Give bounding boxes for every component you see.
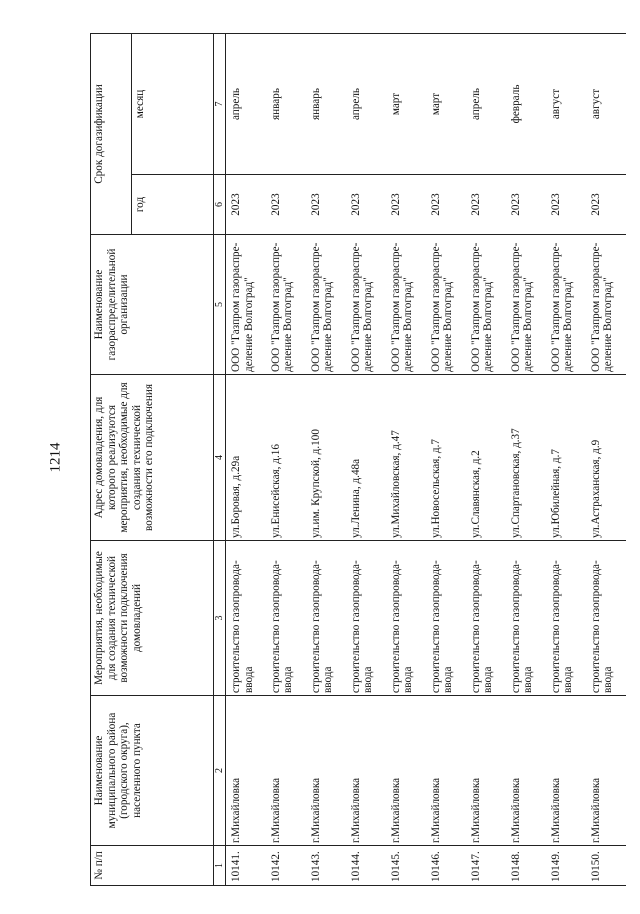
row-address: ул.Астраханская, д.9: [586, 375, 626, 541]
row-org: ООО "Газпром газораспре-деление Волгоград": [226, 235, 266, 375]
row-locality: г.Михайловка: [226, 696, 266, 846]
row-measure: строительство газопровода-ввода: [426, 541, 466, 696]
row-measure: строительство газопровода-ввода: [386, 541, 426, 696]
row-measure: строительство газопровода-ввода: [266, 541, 306, 696]
row-year: 2023: [226, 175, 266, 235]
row-address: ул.им. Крупской, д.100: [306, 375, 346, 541]
column-number: 1: [214, 846, 226, 886]
table-row: [306, 34, 346, 886]
row-measure: строительство газопровода-ввода: [306, 541, 346, 696]
row-month: август: [586, 34, 626, 175]
row-locality: г.Михайловка: [586, 696, 626, 846]
row-org: ООО "Газпром газораспре-деление Волгоград": [506, 235, 546, 375]
row-year: 2023: [346, 175, 386, 235]
row-address: ул.Новосельская, д.7: [426, 375, 466, 541]
row-org: ООО "Газпром газораспре-деление Волгоград": [586, 235, 626, 375]
rotated-table-container: [90, 34, 640, 886]
row-month: апрель: [346, 34, 386, 175]
row-locality: г.Михайловка: [426, 696, 466, 846]
row-address: ул.Славянская, д.2: [466, 375, 506, 541]
column-number: 6: [214, 175, 226, 235]
row-locality: г.Михайловка: [346, 696, 386, 846]
table-row: [546, 34, 586, 886]
row-org: ООО "Газпром газораспре-деление Волгоград": [466, 235, 506, 375]
row-year: 2023: [546, 175, 586, 235]
row-year: 2023: [386, 175, 426, 235]
header-no: № п/п: [91, 846, 214, 886]
row-measure: строительство газопровода-ввода: [466, 541, 506, 696]
row-locality: г.Михайловка: [306, 696, 346, 846]
row-month: март: [426, 34, 466, 175]
row-org: ООО "Газпром газораспре-деление Волгоград": [386, 235, 426, 375]
table-row: [226, 34, 266, 886]
row-address: ул.Юбилейная, д.7: [546, 375, 586, 541]
row-month: апрель: [226, 34, 266, 175]
table-row: [386, 34, 426, 886]
row-address: ул.Спартановская, д.37: [506, 375, 546, 541]
row-number: 10141.: [226, 846, 266, 886]
row-org: ООО "Газпром газораспре-деление Волгоград": [546, 235, 586, 375]
row-address: ул.Енисейская, д.16: [266, 375, 306, 541]
table-row: [426, 34, 466, 886]
row-locality: г.Михайловка: [466, 696, 506, 846]
row-address: ул.Боровая, д.29а: [226, 375, 266, 541]
row-number: 10150.: [586, 846, 626, 886]
column-number: 5: [214, 235, 226, 375]
row-number: 10148.: [506, 846, 546, 886]
table-row: [506, 34, 546, 886]
row-year: 2023: [506, 175, 546, 235]
row-number: 10147.: [466, 846, 506, 886]
table-row: [346, 34, 386, 886]
row-org: ООО "Газпром газораспре-деление Волгоград": [346, 235, 386, 375]
header-district: Наименование муниципального района (городского округа), населенного пункта: [91, 696, 214, 846]
row-month: апрель: [466, 34, 506, 175]
row-org: ООО "Газпром газораспре-деление Волгоград": [266, 235, 306, 375]
column-number: 7: [214, 34, 226, 175]
column-number-row: [214, 34, 226, 886]
row-number: 10149.: [546, 846, 586, 886]
row-address: ул.Ленина, д.48а: [346, 375, 386, 541]
column-number: 4: [214, 375, 226, 541]
row-number: 10144.: [346, 846, 386, 886]
row-month: январь: [266, 34, 306, 175]
row-measure: строительство газопровода-ввода: [346, 541, 386, 696]
row-number: 10143.: [306, 846, 346, 886]
row-measure: строительство газопровода-ввода: [546, 541, 586, 696]
gasification-table: [90, 33, 626, 886]
row-month: январь: [306, 34, 346, 175]
header-term: Срок догазификации: [91, 34, 132, 235]
row-year: 2023: [466, 175, 506, 235]
row-measure: строительство газопровода-ввода: [586, 541, 626, 696]
header-year: год: [132, 175, 214, 235]
header-address: Адрес домовладения, для которого реализуются мероприятия, необходимые для создания технической возможности его подключения: [91, 375, 214, 541]
row-year: 2023: [426, 175, 466, 235]
table-row: [466, 34, 506, 886]
row-locality: г.Михайловка: [266, 696, 306, 846]
header-measures: Мероприятия, необходимые для создания технической возможности подключения домовладений: [91, 541, 214, 696]
row-org: ООО "Газпром газораспре-деление Волгоград": [426, 235, 466, 375]
row-year: 2023: [586, 175, 626, 235]
header-org: Наименование газораспределительной организации: [91, 235, 214, 375]
row-measure: строительство газопровода-ввода: [226, 541, 266, 696]
page-number: 1214: [47, 442, 64, 473]
table-row: [266, 34, 306, 886]
row-locality: г.Михайловка: [386, 696, 426, 846]
row-measure: строительство газопровода-ввода: [506, 541, 546, 696]
column-number: 3: [214, 541, 226, 696]
row-address: ул.Михайловская, д.47: [386, 375, 426, 541]
row-month: февраль: [506, 34, 546, 175]
header-month: месяц: [132, 34, 214, 175]
column-number: 2: [214, 696, 226, 846]
header-row-1: [91, 34, 132, 886]
row-number: 10145.: [386, 846, 426, 886]
row-locality: г.Михайловка: [506, 696, 546, 846]
row-year: 2023: [266, 175, 306, 235]
row-locality: г.Михайловка: [546, 696, 586, 846]
row-number: 10146.: [426, 846, 466, 886]
row-month: март: [386, 34, 426, 175]
table-row: [586, 34, 626, 886]
row-org: ООО "Газпром газораспре-деление Волгоград": [306, 235, 346, 375]
row-year: 2023: [306, 175, 346, 235]
row-month: август: [546, 34, 586, 175]
row-number: 10142.: [266, 846, 306, 886]
